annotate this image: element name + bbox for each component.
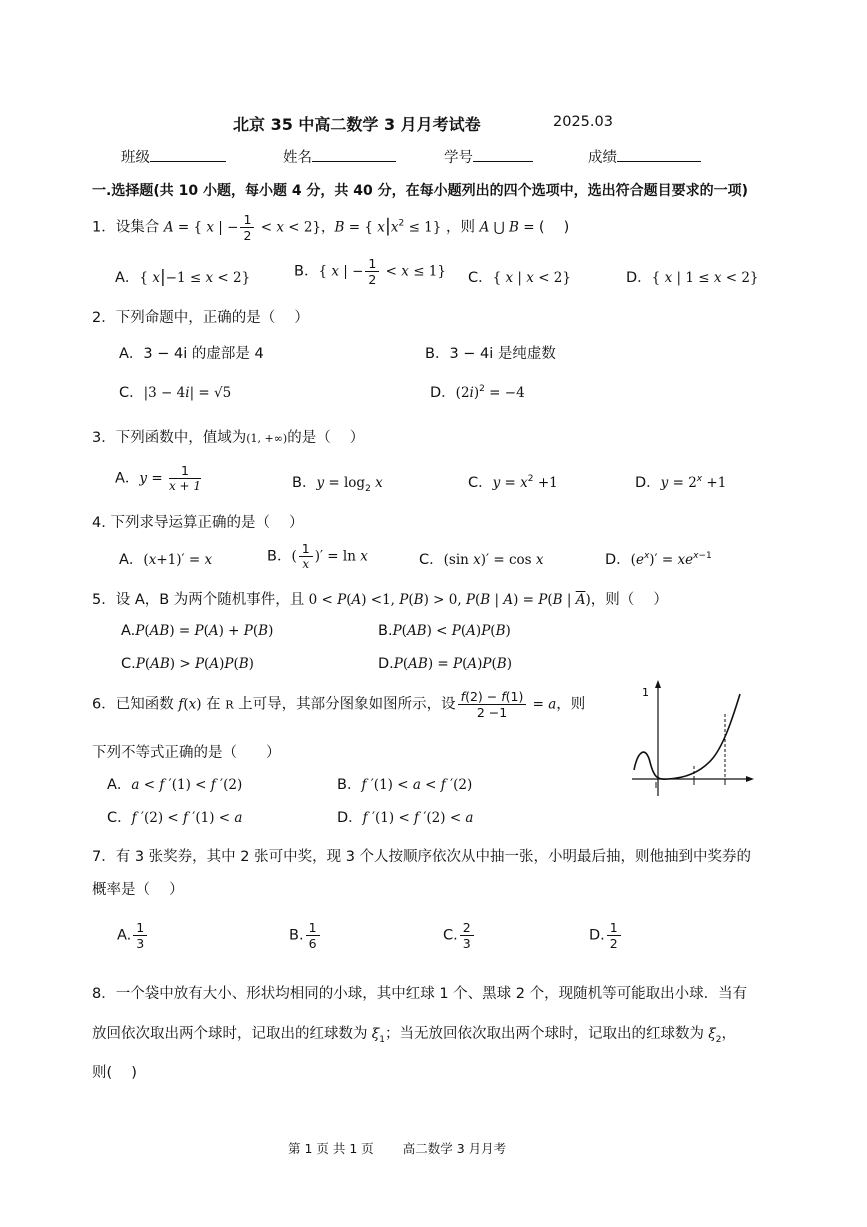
q2-option-d[interactable]: D．$(2i)^2 = -4$: [430, 384, 525, 401]
q5-b-label: B.: [378, 623, 393, 639]
q7-b-num: 1: [306, 920, 320, 936]
q4-stem: 4. 下列求导运算正确的是（ ）: [92, 515, 304, 531]
q2-option-a[interactable]: A．3 − 4i 的虚部是 4: [119, 346, 264, 362]
q4-a-label: A．: [119, 552, 144, 568]
q4-option-c[interactable]: C．(sin x)′ = cos x: [419, 552, 544, 568]
q5-c-label: C.: [121, 656, 136, 672]
q7-option-c[interactable]: [443, 920, 476, 951]
q7-stem-line2: 概率是（ ）: [92, 882, 184, 898]
q5-stem-pre: 5．设 A，B 为两个随机事件，且: [92, 592, 305, 608]
q3-c-label: C．: [468, 475, 493, 491]
q4-d-label: D．: [605, 552, 631, 568]
q1-stem-pre: 1．设集合: [92, 219, 160, 236]
q7-a-den: 3: [136, 936, 145, 951]
q8-line2a: 放回依次取出两个球时，记取出的红球数为: [92, 1026, 368, 1042]
q1-b-label: B．: [294, 263, 319, 280]
field-id-blank[interactable]: [473, 147, 533, 162]
q7-c-num: 2: [460, 920, 474, 936]
q1-option-c[interactable]: C．{ x | x < 2}: [468, 270, 571, 286]
q7-a-num: 1: [133, 920, 147, 936]
q5-d-label: D.: [378, 656, 394, 672]
q7-a-label: A.: [117, 927, 132, 944]
q7-b-label: B.: [289, 927, 304, 944]
q5-option-d[interactable]: D.P(AB) = P(A)P(B): [378, 656, 512, 672]
page-title: 北京 35 中高二数学 3 月月考试卷: [233, 115, 481, 134]
q4-option-a[interactable]: A．(x+1)′ = x: [119, 552, 213, 568]
q8-stem-line3: 则( ): [92, 1065, 137, 1081]
q7-b-den: 6: [308, 936, 317, 951]
q7-c-label: C.: [443, 927, 458, 944]
graph-y-arrow: [655, 680, 661, 688]
q6-stem-pre: 6．已知函数: [92, 696, 174, 713]
q1-c-label: C．: [468, 270, 493, 286]
q3-stem-post: 的是（ ）: [287, 430, 365, 446]
q6-c-label: C．: [107, 810, 132, 826]
graph-curve: [634, 694, 740, 779]
q6-stem-line2: 下列不等式正确的是（ ）: [92, 745, 281, 761]
q5-stem-post: ，则（ ）: [590, 592, 668, 608]
q5-stem: 5．设 A，B 为两个随机事件，且 0 < P(A) <1, P(B) > 0, P(B | A) = P(B | $\overline{A}$)，则（ ）: [92, 592, 668, 608]
field-student-id: [444, 146, 533, 167]
q3-b-label: B．: [292, 475, 317, 491]
field-score: [588, 146, 701, 167]
graph-y-label: 1: [642, 686, 649, 699]
q1-option-a[interactable]: A．{ x|−1 ≤ x < 2}: [115, 267, 251, 287]
q6-d-label: D．: [337, 810, 363, 826]
q8-line2b: ；当无放回依次取出两个球时，记取出的红球数为: [384, 1026, 704, 1042]
q5-option-c[interactable]: C.P(AB) > P(A)P(B): [121, 656, 254, 672]
q3-option-a[interactable]: A．y = $\frac{1}{x + 1}$: [115, 463, 202, 493]
q6-stem-mid: 在: [206, 696, 221, 713]
q4-option-d[interactable]: D．$(e^x)' = xe^{x-1}$: [605, 551, 712, 568]
page-footer: 第 1 页 共 1 页 高二数学 3 月月考: [288, 1141, 507, 1156]
q7-stem-line1: 7．有 3 张奖券，其中 2 张可中奖，现 3 个人按顺序依次从中抽一张，小明最后抽，则他抽到中奖券的: [92, 849, 752, 865]
q7-option-b[interactable]: [289, 920, 322, 951]
q5-option-a[interactable]: A.P(AB) = P(A) + P(B): [121, 623, 274, 639]
q3-stem-pre: 3．下列函数中，值域为: [92, 430, 247, 446]
field-name: [283, 146, 396, 167]
graph-x-arrow: [746, 776, 754, 782]
field-id-label: 学号: [444, 150, 473, 166]
q7-option-d[interactable]: [589, 920, 623, 951]
q1-d-label: D．: [626, 270, 652, 286]
q1-a-label: A．: [115, 270, 140, 286]
q6-a-label: A．: [107, 777, 132, 793]
field-class: [121, 146, 226, 167]
q4-c-label: C．: [419, 552, 444, 568]
q8-stem-line1: 8．一个袋中放有大小、形状均相同的小球，其中红球 1 个、黑球 2 个，现随机等可能取出小球．当有: [92, 986, 748, 1002]
field-name-label: 姓名: [283, 150, 312, 166]
q6-b-label: B．: [337, 777, 362, 793]
q1-stem: 1．设集合 A = { x | − $\frac{1}{2}$ < x < 2}，B = { $x|x^2 \le 1$} ，则 A ⋃ B = ( ): [92, 212, 570, 243]
q7-d-num: 1: [607, 920, 621, 936]
q6-option-c[interactable]: C．f ′(2) < f ′(1) < a: [107, 810, 243, 826]
q3-option-b[interactable]: B．$y = \log_2 x$: [292, 475, 383, 494]
field-name-blank[interactable]: [312, 147, 396, 162]
q2-d-label: D．: [430, 385, 456, 401]
q1-option-b[interactable]: B．{ x | − $\frac{1}{2}$ < x ≤ 1}: [294, 256, 446, 287]
q7-d-den: 2: [609, 936, 618, 951]
q4-b-label: B．: [267, 548, 292, 565]
field-score-blank[interactable]: [617, 147, 701, 162]
q2-stem: 2．下列命题中，正确的是（ ）: [92, 310, 309, 326]
exam-date: 2025.03: [553, 114, 613, 130]
q6-function-graph: [628, 678, 758, 804]
field-score-label: 成绩: [588, 150, 617, 166]
q3-option-d[interactable]: D．$y = 2^x +1$: [635, 474, 727, 491]
q6-stem-post: ，则: [556, 696, 586, 713]
q7-option-a[interactable]: [117, 920, 149, 951]
q6-option-b[interactable]: B．f ′(1) < a < f ′(2): [337, 777, 473, 793]
q3-a-label: A．: [115, 470, 140, 487]
q3-stem: 3．下列函数中，值域为(1, +∞)的是（ ）: [92, 430, 365, 446]
q6-stem: 6．已知函数 f(x) 在 R 上可导，其部分图象如图所示，设 $\frac{f(2) - f(1)}{2 -1}$ = a，则: [92, 689, 586, 720]
q5-option-b[interactable]: B.P(AB) < P(A)P(B): [378, 623, 511, 639]
q4-option-b[interactable]: B．( $\frac{1}{x}$ )′ = ln x: [267, 541, 368, 571]
q3-option-c[interactable]: C．$y = x^2 +1$: [468, 474, 558, 491]
q2-option-c[interactable]: C．|3 − 4i| = √5: [119, 385, 232, 401]
q2-option-b[interactable]: B．3 − 4i 是纯虚数: [425, 346, 556, 362]
q1-paren: ( ): [538, 219, 570, 236]
q2-c-label: C．: [119, 385, 144, 401]
q8-stem-line2: 放回依次取出两个球时，记取出的红球数为 $\xi_1$；当无放回依次取出两个球时，记取出的红球数为 $\xi_2$，: [92, 1026, 736, 1045]
q6-stem-mid2: 上可导，其部分图象如图所示，设: [238, 696, 456, 713]
q3-d-label: D．: [635, 475, 661, 491]
q5-a-label: A.: [121, 623, 136, 639]
q1-stem-post: ，则: [445, 219, 475, 236]
field-class-blank[interactable]: [150, 147, 226, 162]
q7-c-den: 3: [462, 936, 471, 951]
q1-option-d[interactable]: D．{ x | 1 ≤ x < 2}: [626, 270, 759, 286]
section-heading: 一.选择题(共 10 小题，每小题 4 分，共 40 分，在每小题列出的四个选项中，选出符合题目要求的一项): [92, 183, 749, 199]
q6-option-d[interactable]: D．f ′(1) < f ′(2) < a: [337, 810, 474, 826]
field-class-label: 班级: [121, 150, 150, 166]
q7-d-label: D.: [589, 927, 605, 944]
q6-option-a[interactable]: A．a < f ′(1) < f ′(2): [107, 777, 243, 793]
